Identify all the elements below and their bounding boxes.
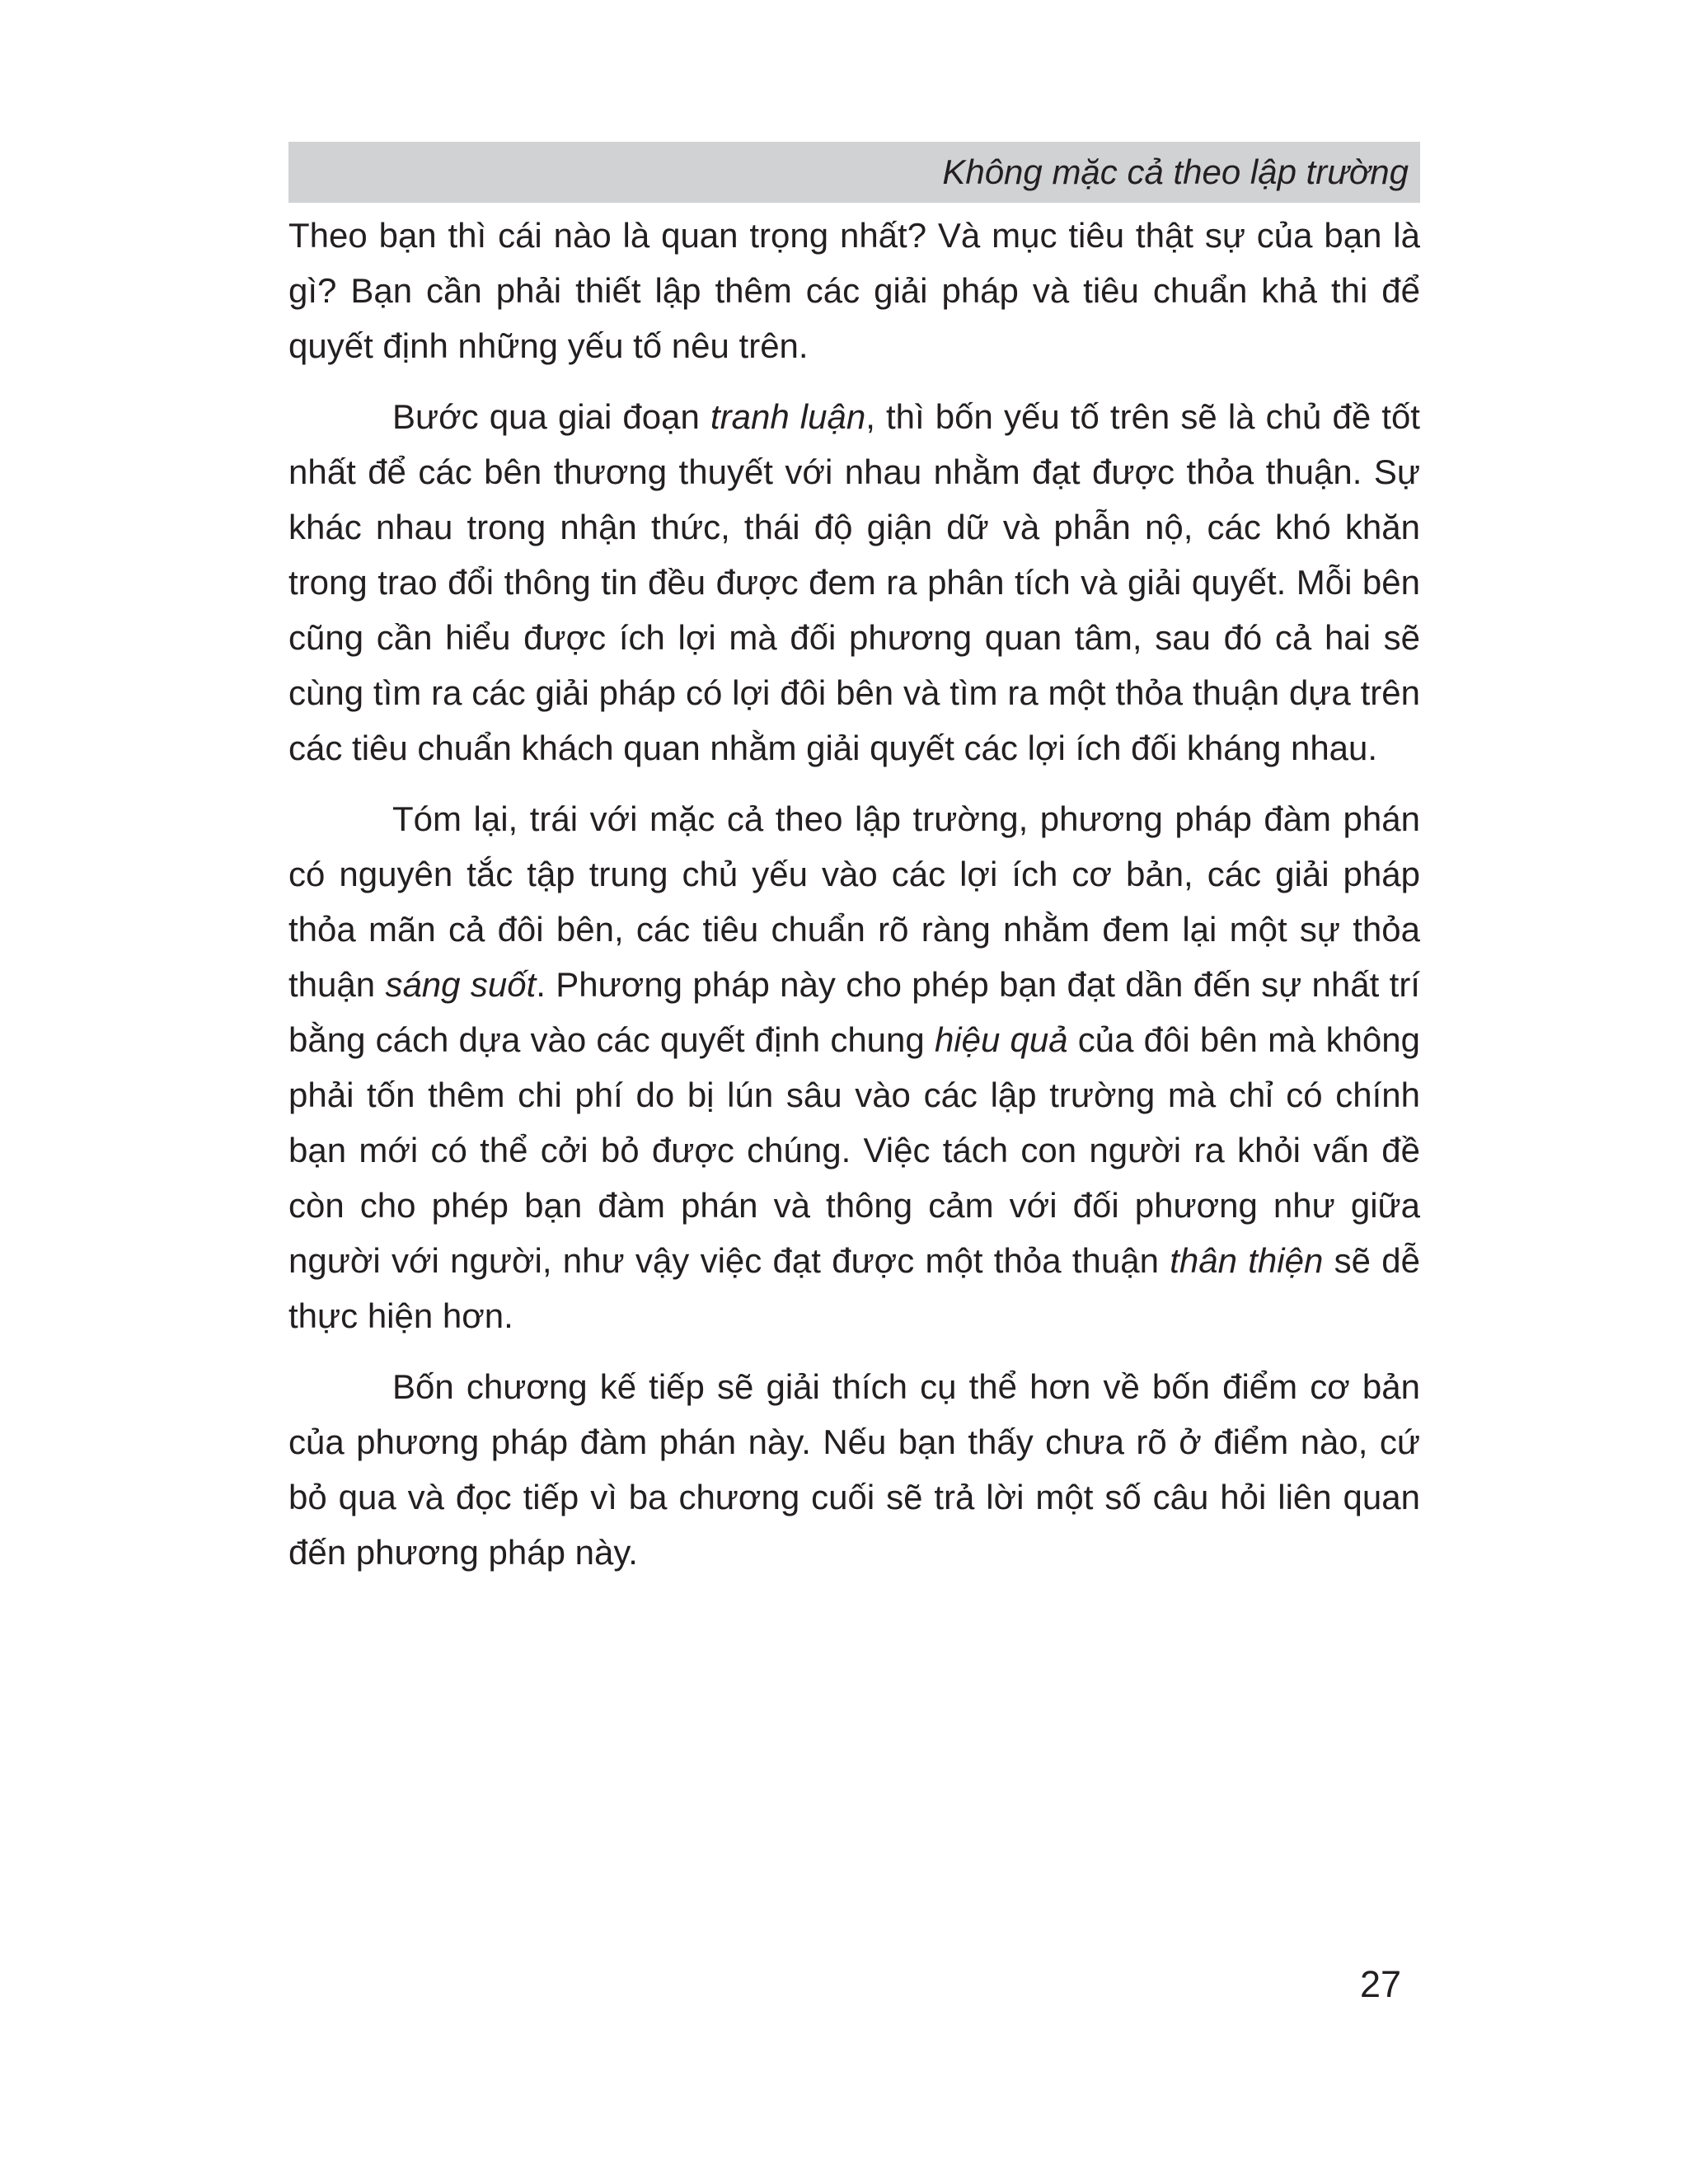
paragraph-3-part-3: của đôi bên mà không phải tốn thêm chi phí do bị lún sâu vào các lập trường mà chỉ có chính bạn mới có thể cởi bỏ được chúng. Việc tách con người ra khỏi vấn đề còn cho phép bạn đàm phán và thông cảm với đối phương như giữa người với người, như vậy việc đạt được một thỏa thuận (288, 1020, 1421, 1280)
paragraph-3-part-2: . Phương pháp này cho phép bạn đạt dần đến sự nhất trí bằng cách dựa vào các quyết định chung (288, 965, 1420, 1059)
paragraph-2-part-2: , thì bốn yếu tố trên sẽ là chủ đề tốt nhất để các bên thương thuyết với nhau nhằm đạt được thỏa thuận. Sự khác nhau trong nhận thức, thái độ giận dữ và phẫn nộ, các khó khăn trong trao đổi thông tin đều được đem ra phân tích và giải quyết. Mỗi bên cũng cần hiểu được ích lợi mà đối phương quan tâm, sau đó cả hai sẽ cùng tìm ra các giải pháp có lợi đôi bên và tìm ra một thỏa thuận dựa trên các tiêu chuẩn khách quan nhằm giải quyết các lợi ích đối kháng nhau. (288, 397, 1420, 767)
paragraph-2-part-1: Bước qua giai đoạn (392, 397, 710, 436)
paragraph-3-emphasis-1: sáng suốt (385, 965, 537, 1004)
paragraph-1-text: Theo bạn thì cái nào là quan trọng nhất? Và mục tiêu thật sự của bạn là gì? Bạn cần phải thiết lập thêm các giải pháp và tiêu chuẩn khả thi để quyết định những yếu tố nêu trên. (288, 216, 1420, 365)
running-header (288, 142, 1420, 203)
paragraph-1 (288, 208, 1420, 373)
running-header-title: Không mặc cả theo lập trường (942, 152, 1409, 191)
paragraph-3 (288, 791, 1420, 1343)
page-number: 27 (1359, 1963, 1401, 2005)
paragraph-2-emphasis-1: tranh luận (710, 397, 866, 436)
paragraph-3-emphasis-3: thân thiện (1170, 1241, 1324, 1280)
paragraph-2 (288, 389, 1420, 776)
paragraph-3-part-4: sẽ dễ thực hiện hơn. (288, 1241, 1420, 1335)
paragraph-3-emphasis-2: hiệu quả (934, 1020, 1068, 1059)
paragraph-4-text: Bốn chương kế tiếp sẽ giải thích cụ thể hơn về bốn điểm cơ bản của phương pháp đàm phán này. Nếu bạn thấy chưa rõ ở điểm nào, cứ bỏ qua và đọc tiếp vì ba chương cuối sẽ trả lời một số câu hỏi liên quan đến phương pháp này. (288, 1367, 1420, 1572)
body-text (288, 208, 1420, 1596)
paragraph-3-part-1: Tóm lại, trái với mặc cả theo lập trường, phương pháp đàm phán có nguyên tắc tập trung chủ yếu vào các lợi ích cơ bản, các giải pháp thỏa mãn cả đôi bên, các tiêu chuẩn rõ ràng nhằm đem lại một sự thỏa thuận (288, 799, 1420, 1004)
paragraph-4 (288, 1359, 1420, 1580)
